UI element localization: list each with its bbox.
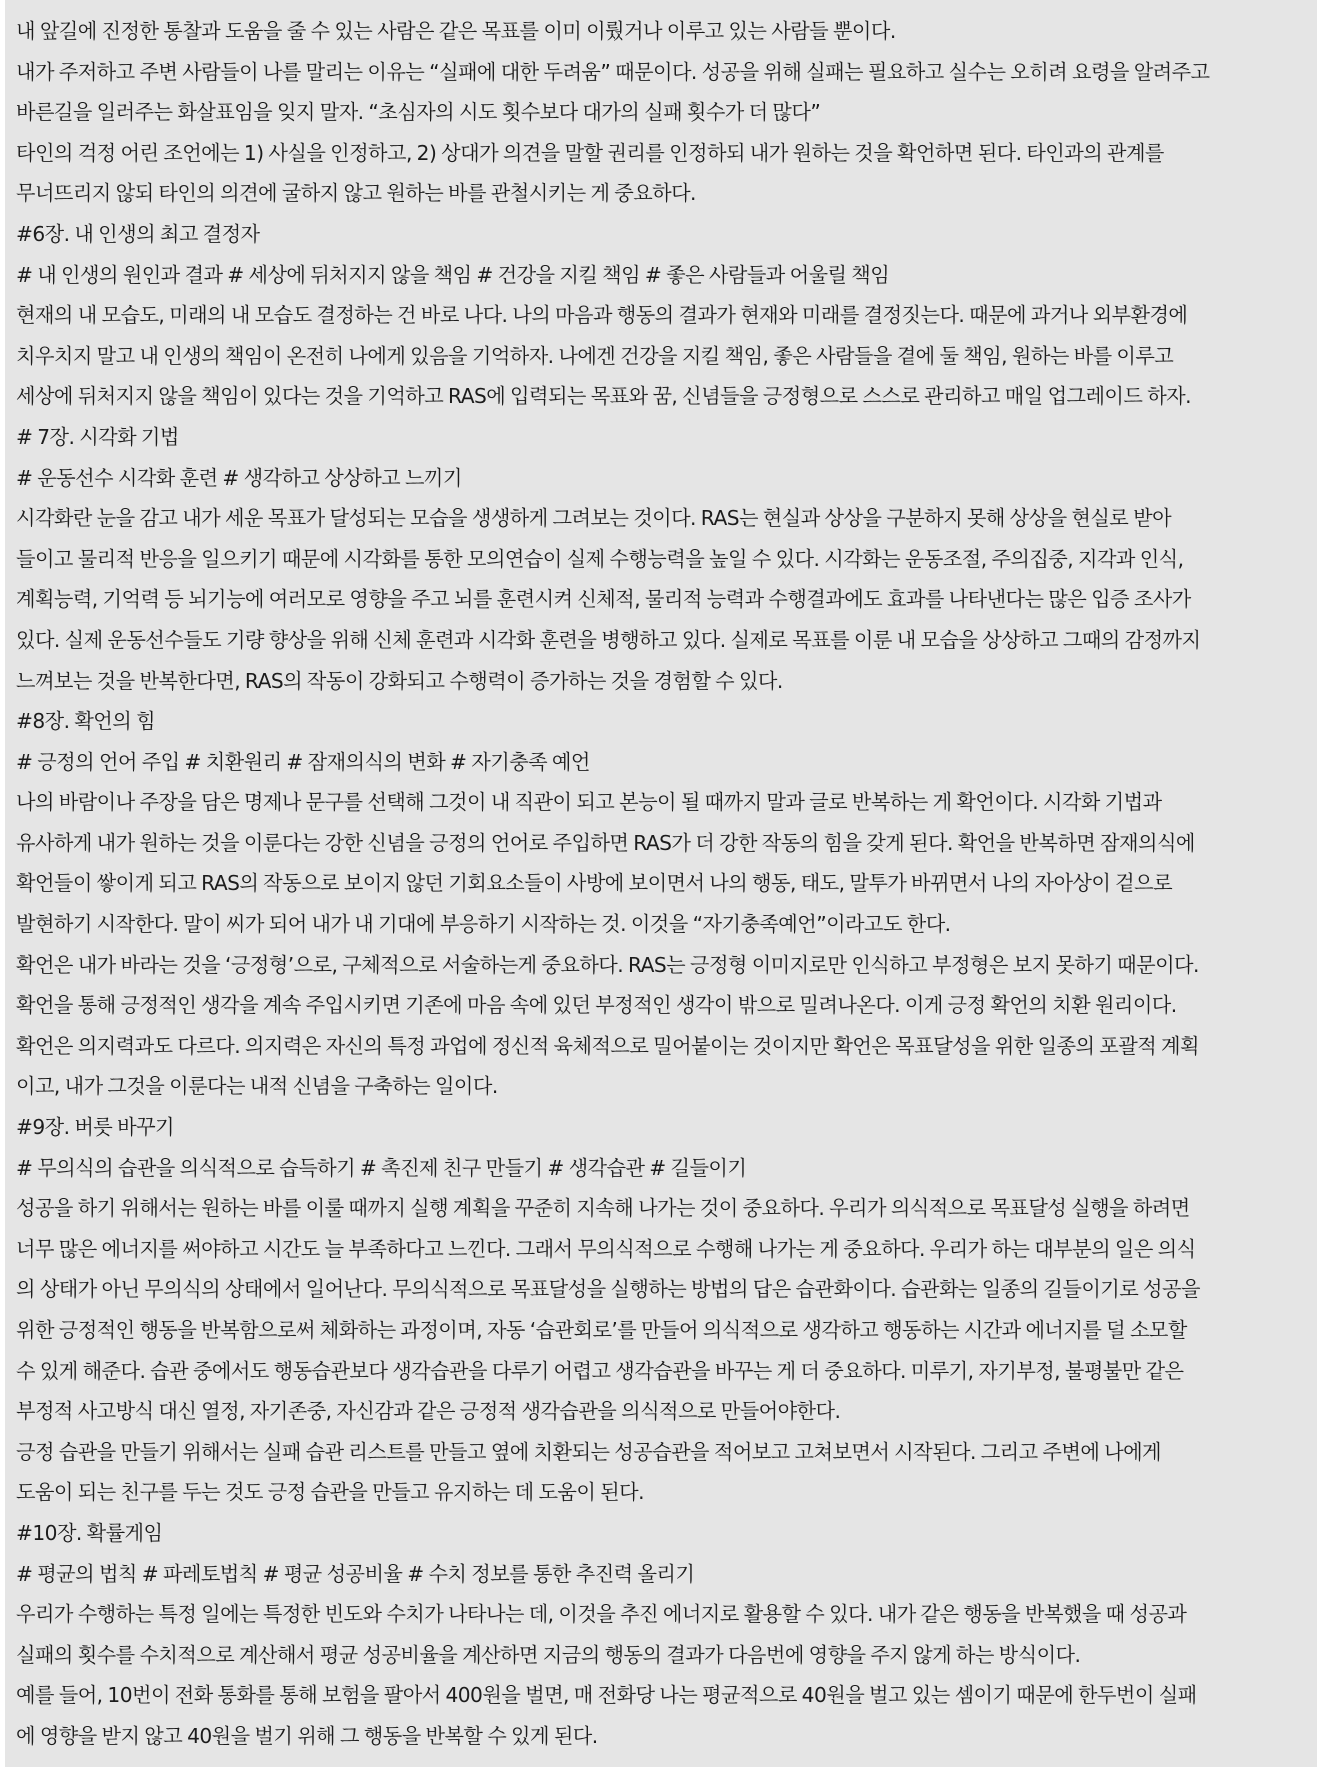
- text-line: 세상에 뒤처지지 않을 책임이 있다는 것을 기억하고 RAS에 입력되는 목표와 꿈, 신념들을 긍정형으로 스스로 관리하고 매일 업그레이드 하자.: [16, 384, 1191, 409]
- text-line: 도움이 되는 친구를 두는 것도 긍정 습관을 만들고 유지하는 데 도움이 된다.: [16, 1480, 644, 1505]
- text-line: 긍정 습관을 만들기 위해서는 실패 습관 리스트를 만들고 옆에 치환되는 성공습관을 적어보고 고쳐보면서 시작된다. 그리고 주변에 나에게: [16, 1439, 1162, 1464]
- text-line: # 내 인생의 원인과 결과 # 세상에 뒤처지지 않을 책임 # 건강을 지킬 책임 # 좋은 사람들과 어울릴 책임: [16, 262, 890, 287]
- text-line: #10장. 확률게임: [16, 1520, 163, 1545]
- text-line: 시각화란 눈을 감고 내가 세운 목표가 달성되는 모습을 생생하게 그려보는 것이다. RAS는 현실과 상상을 구분하지 못해 상상을 현실로 받아: [16, 506, 1172, 531]
- text-line: 유사하게 내가 원하는 것을 이룬다는 강한 신념을 긍정의 언어로 주입하면 RAS가 더 강한 작동의 힘을 갖게 된다. 확언을 반복하면 잠재의식에: [16, 830, 1195, 855]
- text-line: 타인의 걱정 어린 조언에는 1) 사실을 인정하고, 2) 상대가 의견을 말할 권리를 인정하되 내가 원하는 것을 확언하면 된다. 타인과의 관계를: [16, 140, 1164, 165]
- text-line: 무너뜨리지 않되 타인의 의견에 굴하지 않고 원하는 바를 관철시키는 게 중요하다.: [16, 181, 696, 206]
- text-line: 들이고 물리적 반응을 일으키기 때문에 시각화를 통한 모의연습이 실제 수행능력을 높일 수 있다. 시각화는 운동조절, 주의집중, 지각과 인식,: [16, 546, 1184, 571]
- text-line: 발현하기 시작한다. 말이 씨가 되어 내가 내 기대에 부응하기 시작하는 것. 이것을 “자기충족예언”이라고도 한다.: [16, 912, 951, 937]
- text-line: 수 있게 해준다. 습관 중에서도 행동습관보다 생각습관을 다루기 어렵고 생각습관을 바꾸는 게 더 중요하다. 미루기, 자기부정, 불평불만 같은: [16, 1358, 1184, 1383]
- text-line: 확언은 내가 바라는 것을 ‘긍정형’으로, 구체적으로 서술하는게 중요하다. RAS는 긍정형 이미지로만 인식하고 부정형은 보지 못하기 때문이다.: [16, 952, 1199, 977]
- text-line: # 무의식의 습관을 의식적으로 습득하기 # 촉진제 친구 만들기 # 생각습관 # 길들이기: [16, 1155, 747, 1180]
- text-line: 너무 많은 에너지를 써야하고 시간도 늘 부족하다고 느낀다. 그래서 무의식적으로 수행해 나가는 게 중요하다. 우리가 하는 대부분의 일은 의식: [16, 1236, 1196, 1261]
- text-line: 실패의 횟수를 수치적으로 계산해서 평균 성공비율을 계산하면 지금의 행동의 결과가 다음번에 영향을 주지 않게 하는 방식이다.: [16, 1642, 1081, 1667]
- text-line: 확언을 통해 긍정적인 생각을 계속 주입시키면 기존에 마음 속에 있던 부정적인 생각이 밖으로 밀려나온다. 이게 긍정 확언의 치환 원리이다.: [16, 993, 1177, 1018]
- text-line: 성공을 하기 위해서는 원하는 바를 이룰 때까지 실행 계획을 꾸준히 지속해 나가는 것이 중요하다. 우리가 의식적으로 목표달성 실행을 하려면: [16, 1196, 1190, 1221]
- text-line: 위한 긍정적인 행동을 반복함으로써 체화하는 과정이며, 자동 ‘습관회로’를 만들어 의식적으로 생각하고 행동하는 시간과 에너지를 덜 소모할: [16, 1318, 1187, 1342]
- text-line: #9장. 버릇 바꾸기: [16, 1115, 174, 1140]
- text-line: 에 영향을 받지 않고 40원을 벌기 위해 그 행동을 반복할 수 있게 된다.: [16, 1723, 598, 1748]
- text-line: # 운동선수 시각화 훈련 # 생각하고 상상하고 느끼기: [16, 465, 462, 490]
- text-line: 바른길을 일러주는 화살표임을 잊지 말자. “초심자의 시도 횟수보다 대가의 실패 횟수가 더 많다”: [16, 100, 821, 125]
- text-line: #6장. 내 인생의 최고 결정자: [16, 221, 260, 246]
- text-line: 치우치지 말고 내 인생의 책임이 온전히 나에게 있음을 기억하자. 나에겐 건강을 지킬 책임, 좋은 사람들을 곁에 둘 책임, 원하는 바를 이루고: [16, 343, 1174, 368]
- text-line: 현재의 내 모습도, 미래의 내 모습도 결정하는 건 바로 나다. 나의 마음과 행동의 결과가 현재와 미래를 결정짓는다. 때문에 과거나 외부환경에: [16, 303, 1188, 328]
- text-line: 계획능력, 기억력 등 뇌기능에 여러모로 영향을 주고 뇌를 훈련시켜 신체적, 물리적 능력과 수행결과에도 효과를 나타낸다는 많은 입증 조사가: [16, 587, 1191, 612]
- text-line: # 긍정의 언어 주입 # 치환원리 # 잠재의식의 변화 # 자기충족 예언: [16, 749, 590, 774]
- text-line: 의 상태가 아닌 무의식의 상태에서 일어난다. 무의식적으로 목표달성을 실행하는 방법의 답은 습관화이다. 습관화는 일종의 길들이기로 성공을: [16, 1277, 1200, 1302]
- text-line: 확언은 의지력과도 다르다. 의지력은 자신의 특정 과업에 정신적 육체적으로 밀어붙이는 것이지만 확언은 목표달성을 위한 일종의 포괄적 계획: [16, 1033, 1199, 1058]
- text-line: 느껴보는 것을 반복한다면, RAS의 작동이 강화되고 수행력이 증가하는 것을 경험할 수 있다.: [16, 668, 783, 693]
- text-line: #8장. 확언의 힘: [16, 709, 156, 734]
- text-line: 내가 주저하고 주변 사람들이 나를 말리는 이유는 “실패에 대한 두려움” 때문이다. 성공을 위해 실패는 필요하고 실수는 오히려 요령을 알려주고: [16, 59, 1210, 84]
- text-line: 내 앞길에 진정한 통찰과 도움을 줄 수 있는 사람은 같은 목표를 이미 이뤘거나 이루고 있는 사람들 뿐이다.: [16, 19, 896, 43]
- text-line: 우리가 수행하는 특정 일에는 특정한 빈도와 수치가 나타나는 데, 이것을 추진 에너지로 활용할 수 있다. 내가 같은 행동을 반복했을 때 성공과: [16, 1602, 1187, 1627]
- text-line: 확언들이 쌓이게 되고 RAS의 작동으로 보이지 않던 기회요소들이 사방에 보이면서 나의 행동, 태도, 말투가 바뀌면서 나의 자아상이 겉으로: [16, 871, 1173, 896]
- text-line: 있다. 실제 운동선수들도 기량 향상을 위해 신체 훈련과 시각화 훈련을 병행하고 있다. 실제로 목표를 이룬 내 모습을 상상하고 그때의 감정까지: [16, 627, 1201, 652]
- text-line: 이고, 내가 그것을 이룬다는 내적 신념을 구축하는 일이다.: [16, 1074, 498, 1099]
- document-page: [5, 0, 1317, 1767]
- text-line: # 평균의 법칙 # 파레토법칙 # 평균 성공비율 # 수치 정보를 통한 추진력 올리기: [16, 1561, 695, 1586]
- text-line: 부정적 사고방식 대신 열정, 자기존중, 자신감과 같은 긍정적 생각습관을 의식적으로 만들어야한다.: [16, 1399, 841, 1424]
- text-line: 예를 들어, 10번이 전화 통화를 통해 보험을 팔아서 400원을 벌면, 매 전화당 나는 평균적으로 40원을 벌고 있는 셈이기 때문에 한두번이 실패: [16, 1683, 1197, 1708]
- text-line: # 7장. 시각화 기법: [16, 424, 179, 449]
- text-line: 나의 바람이나 주장을 담은 명제나 문구를 선택해 그것이 내 직관이 되고 본능이 될 때까지 말과 글로 반복하는 게 확언이다. 시각화 기법과: [16, 790, 1162, 815]
